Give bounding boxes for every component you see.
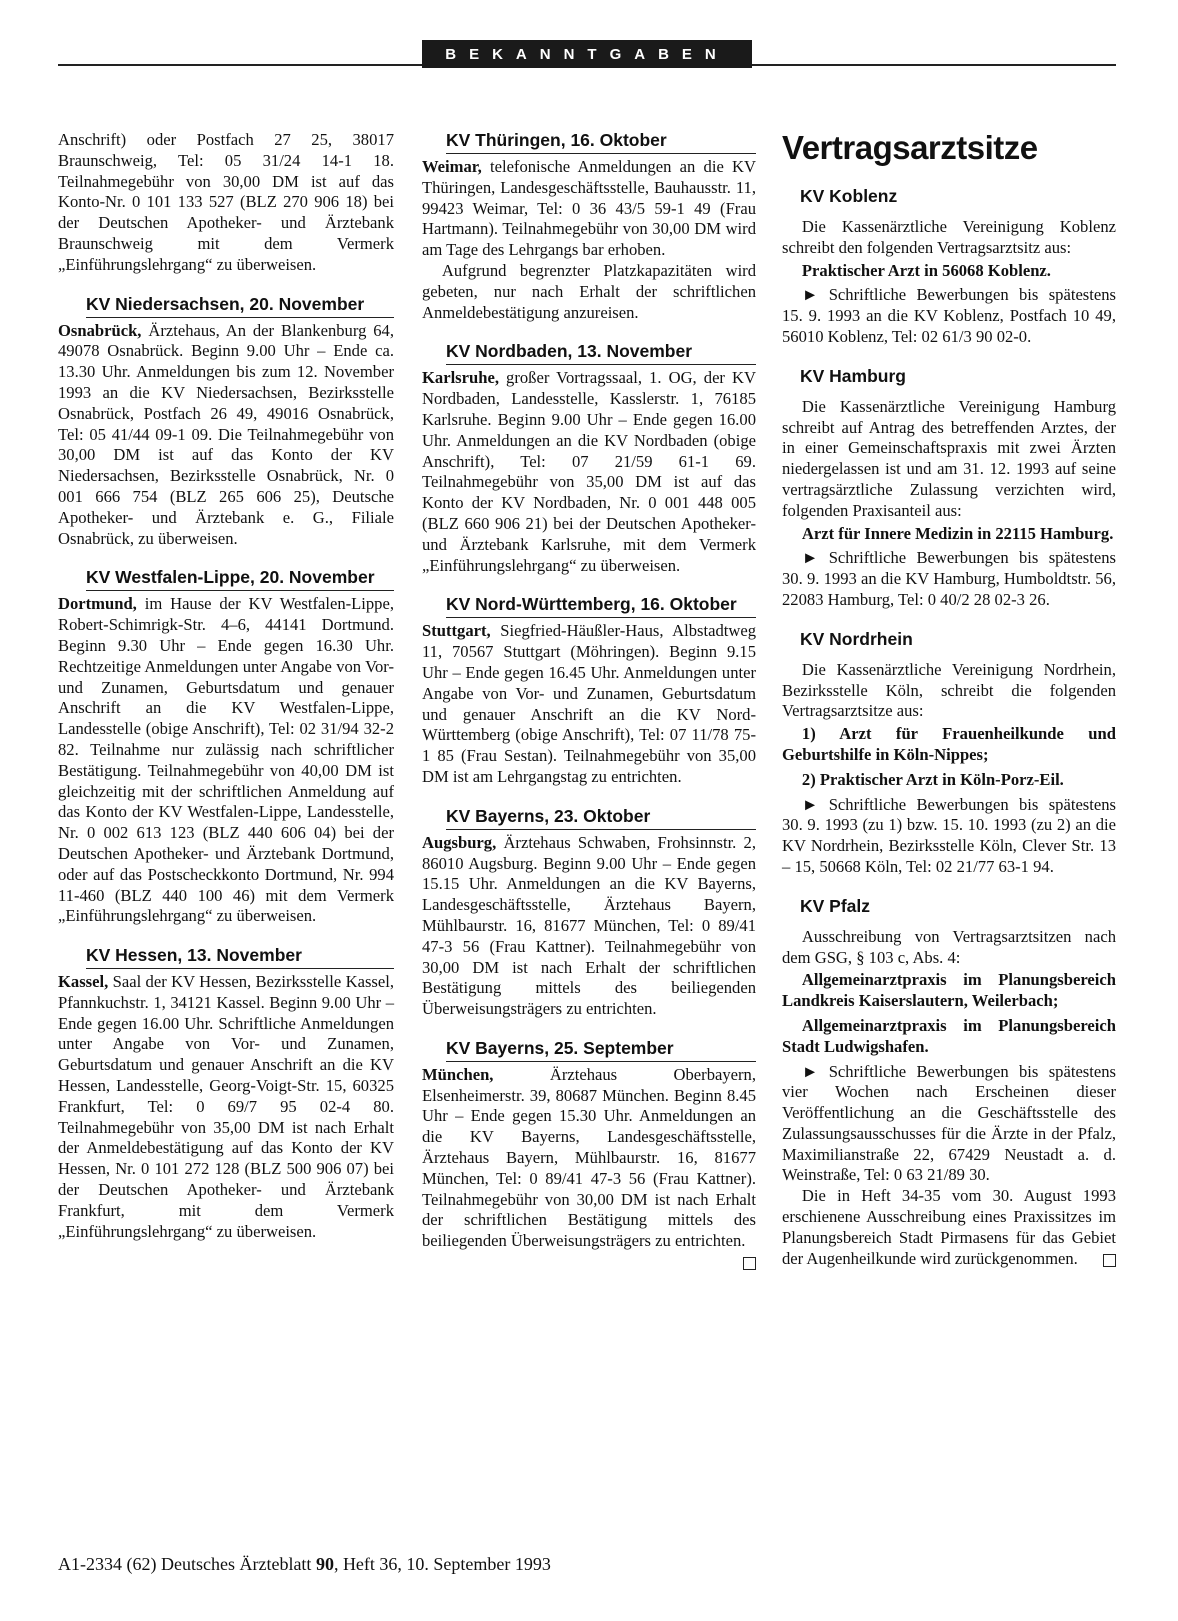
issue-date: , Heft 36, 10. September 1993 <box>333 1554 551 1574</box>
post-pfalz-1: Allgemeinarztpraxis im Planungsbereich Landkreis Kaiserslautern, Weilerbach; <box>782 970 1116 1011</box>
apply-nordrhein: ► Schriftliche Bewerbungen bis spätestens 30. 9. 1993 (zu 1) bzw. 15. 10. 1993 (zu 2) an die KV Nordrhein, Bezirksstelle Köln, Clever Str. 13 – 15, 50668 Köln, Tel: 02 21/77 63-1 94. <box>782 794 1116 876</box>
paragraph-nord-wuerttemberg: Stuttgart, Siegfried-Häußler-Haus, Albstadtweg 11, 70567 Stuttgart (Möhringen). Beginn 9.15 Uhr – Ende gegen 16.45 Uhr. Anmeldungen unter Angabe von Vor- und Zunamen, Geburtsdatum und genauer Anschrift an die KV Nord-Württemberg (obige Anschrift), Tel: 07 11/78 75-1 85 (Frau Sestan). Teilnahmegebühr von 35,00 DM ist am Lehrgangstag zu entrichten. <box>422 621 756 786</box>
page-footer <box>58 1553 758 1575</box>
heading-kv-nord-wuerttemberg: KV Nord-Württemberg, 16. Oktober <box>446 594 756 618</box>
city-label: Kassel, <box>58 972 109 992</box>
heading-kv-bayerns-september: KV Bayerns, 25. September <box>446 1038 756 1062</box>
column-3 <box>782 128 1116 1269</box>
heading-kv-niedersachsen: KV Niedersachsen, 20. November <box>86 294 394 318</box>
post-pfalz-2: Allgemeinarztpraxis im Planungsbereich Stadt Ludwigshafen. <box>782 1015 1116 1056</box>
journal-issue: (62) Deutsches Ärzteblatt <box>126 1554 312 1574</box>
apply-pfalz: ► Schriftliche Bewerbungen bis spätestens vier Wochen nach Erscheinen dieser Veröffentlichung an die Geschäftsstelle des Zulassungsausschusses für die Ärzte in der Pfalz, Maximilianstraße 22, 67429 Neustadt a. d. Weinstraße, Tel: 0 63 21/89 30. <box>782 1061 1116 1185</box>
section-title: Vertragsarztsitze <box>782 129 1038 166</box>
section-label: BEKANNTGABEN <box>445 45 729 63</box>
city-label: Weimar, <box>422 157 482 176</box>
paragraph-nordbaden: Karlsruhe, großer Vortragssaal, 1. OG, der KV Nordbaden, Landesstelle, Kasslerstr. 1, 76185 Karlsruhe. Beginn 9.00 Uhr – Ende gegen 16.00 Uhr. Anmeldungen an die KV Nordbaden (obige Anschrift), Tel: 07 21/59 61-1 69. Teilnahmegebühr von 35,00 DM ist auf das Konto der KV Nordbaden, Nr. 0 001 448 005 (BLZ 660 906 21) bei der Deutschen Apotheker- und Ärztebank Karlsruhe, mit dem Vermerk „Einführungslehrgang“ zu überweisen. <box>422 368 756 575</box>
page-reference: A1-2334 <box>58 1554 122 1574</box>
paragraph-thueringen-note: Aufgrund begrenzter Platzkapazitäten wird gebeten, nur nach Erhalt der schriftlichen Anmeldebestätigung anzureisen. <box>422 260 756 322</box>
city-label: München, <box>422 1064 494 1084</box>
city-label: Stuttgart, <box>422 621 491 641</box>
heading-kv-nordrhein: KV Nordrhein <box>800 628 913 649</box>
paragraph-bayerns-oktober: Augsburg, Ärztehaus Schwaben, Frohsinnstr. 2, 86010 Augsburg. Beginn 9.00 Uhr – Ende gegen 15.15 Uhr. Anmeldungen an die KV Bayerns, Landesgeschäftsstelle, Ärztehaus Bayern, Mühlbaurstr. 16, 81677 München, Tel: 0 89/41 47-3 56 (Frau Kattner). Teilnahmegebühr von 30,00 DM ist nach Erhalt der schriftlichen Bestätigung mittels des beiliegenden Überweisungsträgers zu entrichten. <box>422 832 756 1019</box>
post-nordrhein-2: 2) Praktischer Arzt in Köln-Porz-Eil. <box>801 769 1064 789</box>
post-nordrhein-1: 1) Arzt für Frauenheilkunde und Geburtshilfe in Köln-Nippes; <box>782 724 1116 764</box>
heading-kv-koblenz: KV Koblenz <box>800 186 898 206</box>
end-square-icon <box>743 1257 756 1270</box>
city-label: Dortmund, <box>58 594 137 614</box>
heading-kv-hessen: KV Hessen, 13. November <box>86 945 394 969</box>
intro-paragraph: Anschrift) oder Postfach 27 25, 38017 Braunschweig, Tel: 05 31/24 14-1 18. Teilnahmegebühr von 30,00 DM ist auf das Konto-Nr. 0 101 133 527 (BLZ 270 906 18) bei der Deutschen Apotheker- und Ärztebank Braunschweig mit dem Vermerk „Einführungslehrgang“ zu überweisen. <box>58 130 394 274</box>
paragraph-koblenz: Die Kassenärztliche Vereinigung Koblenz schreibt den folgenden Vertragsarztsitz aus: <box>782 217 1116 257</box>
section-banner <box>422 40 752 68</box>
paragraph-pfalz: Ausschreibung von Vertragsarztsitzen nach dem GSG, § 103 c, Abs. 4: <box>782 926 1116 967</box>
paragraph-westfalen-lippe: Dortmund, im Hause der KV Westfalen-Lippe, Robert-Schimrigk-Str. 4–6, 44141 Dortmund. Beginn 9.30 Uhr – Ende gegen 16.30 Uhr. Rechtzeitige Anmeldungen unter Angabe von Vor- und Zunamen, Geburtsdatum und genauer Anschrift an die KV Westfalen-Lippe, Landesstelle (obige Anschrift), Tel: 02 31/94 32-2 82. Teilnahme nur zulässig nach schriftlicher Bestätigung. Teilnahmegebühr von 40,00 DM ist gleichzeitig mit der schriftlichen Anmeldung auf das Konto der KV Westfalen-Lippe, Landesstelle, Nr. 0 002 613 123 (BLZ 440 606 04) bei der Deutschen Apotheker- und Ärztebank Dortmund, oder auf das Postscheckkonto Dortmund, Nr. 994 11-460 (BLZ 440 100 46) mit dem Vermerk „Einführungslehrgang“ zu überweisen. <box>58 594 394 926</box>
closing-pfalz: Die in Heft 34-35 vom 30. August 1993 erschienene Ausschreibung eines Praxissitzes im Planungsbereich Stadt Pirmasens für das Gebiet der Augenheilkunde wird zurückgenommen. <box>782 1186 1116 1268</box>
heading-kv-westfalen-lippe: KV Westfalen-Lippe, 20. November <box>86 567 394 591</box>
paragraph-nordrhein: Die Kassenärztliche Vereinigung Nordrhein, Bezirksstelle Köln, schreibt die folgenden Vertragsarztsitze aus: <box>782 659 1116 721</box>
journal-volume: 90 <box>315 1554 334 1574</box>
paragraph-bayerns-september: München, Ärztehaus Oberbayern, Elsenheimerstr. 39, 80687 München. Beginn 8.45 Uhr – Ende gegen 15.30 Uhr. Anmeldungen an die KV Bayerns, Landesgeschäftsstelle, Ärztehaus Bayern, Mühlbaurstr. 16, 81677 München, Tel: 0 89/41 47-3 56 (Frau Kattner). Teilnahmegebühr von 30,00 DM ist nach Erhalt der schriftlichen Bestätigung mittels des beiliegenden Überweisungsträgers zu entrichten. <box>422 1065 756 1252</box>
paragraph-thueringen: Weimar, telefonische Anmeldungen an die KV Thüringen, Landesgeschäftsstelle, Bauhausstr. 11, 99423 Weimar, Tel: 0 36 43/5 59-1 49 (Frau Hartmann). Teilnahmegebühr von 30,00 DM wird am Tage des Lehrgangs bar erhoben. <box>422 157 756 260</box>
heading-kv-pfalz: KV Pfalz <box>800 895 871 916</box>
paragraph-niedersachsen: Osnabrück, Ärztehaus, An der Blankenburg 64, 49078 Osnabrück. Beginn 9.00 Uhr – Ende ca. 13.30 Uhr. Anmeldungen bis zum 12. November 1993 an die KV Niedersachsen, Bezirksstelle Osnabrück, Postfach 26 49, 49016 Osnabrück, Tel: 05 41/44 09-1 09. Die Teilnahmegebühr von 30,00 DM ist auf das Konto der KV Niedersachsen, Bezirksstelle Osnabrück, Nr. 0 001 666 754 (BLZ 265 606 25), Deutsche Apotheker- und Ärztebank e. G., Filiale Osnabrück, zu überweisen. <box>58 320 394 548</box>
heading-kv-thueringen: KV Thüringen, 16. Oktober <box>446 130 756 154</box>
paragraph-hessen: Kassel, Saal der KV Hessen, Bezirksstelle Kassel, Pfannkuchstr. 1, 34121 Kassel. Beginn 9.00 Uhr – Ende gegen 16.00 Uhr. Schriftliche Anmeldungen unter Angabe von Vor- und Zunamen, Geburtsdatum und genauer Anschrift an die KV Hessen, Landesstelle, Georg-Voigt-Str. 15, 60325 Frankfurt, Tel: 0 69/7 95 02-4 80. Teilnahmegebühr von 35,00 DM ist nach Erhalt der Anmeldebestätigung auf das Konto der KV Hessen, Nr. 0 101 272 128 (BLZ 500 906 07) bei der Deutschen Apotheker- und Ärztebank Frankfurt, mit dem Vermerk „Einführungslehrgang“ zu überweisen. <box>58 972 394 1241</box>
column-1 <box>58 130 394 1242</box>
city-label: Augsburg, <box>422 832 497 852</box>
city-label: Karlsruhe, <box>422 368 499 388</box>
apply-koblenz: ► Schriftliche Bewerbungen bis spätestens 15. 9. 1993 an die KV Koblenz, Postfach 10 49, 56010 Koblenz, Tel: 02 61/3 90 02-0. <box>782 285 1116 346</box>
column-2 <box>422 130 756 1270</box>
heading-kv-nordbaden: KV Nordbaden, 13. November <box>446 341 756 365</box>
post-koblenz: Praktischer Arzt in 56068 Koblenz. <box>801 260 1051 280</box>
heading-kv-bayerns-oktober: KV Bayerns, 23. Oktober <box>446 806 756 830</box>
apply-hamburg: ► Schriftliche Bewerbungen bis spätestens 30. 9. 1993 an die KV Hamburg, Humboldtstr. 56, 22083 Hamburg, Tel: 0 40/2 28 02-3 26. <box>782 548 1116 609</box>
paragraph-hamburg: Die Kassenärztliche Vereinigung Hamburg schreibt auf Antrag des betreffenden Arztes, der in einer Gemeinschaftspraxis mit zwei Ärzten niedergelassen ist und am 31. 12. 1993 auf seine vertragsärztliche Zulassung verzichten wird, folgenden Praxisanteil aus: <box>782 396 1116 520</box>
city-label: Osnabrück, <box>58 320 142 340</box>
post-hamburg: Arzt für Innere Medizin in 22115 Hamburg. <box>801 523 1114 543</box>
end-square-icon <box>1103 1254 1116 1267</box>
heading-kv-hamburg: KV Hamburg <box>800 365 906 386</box>
